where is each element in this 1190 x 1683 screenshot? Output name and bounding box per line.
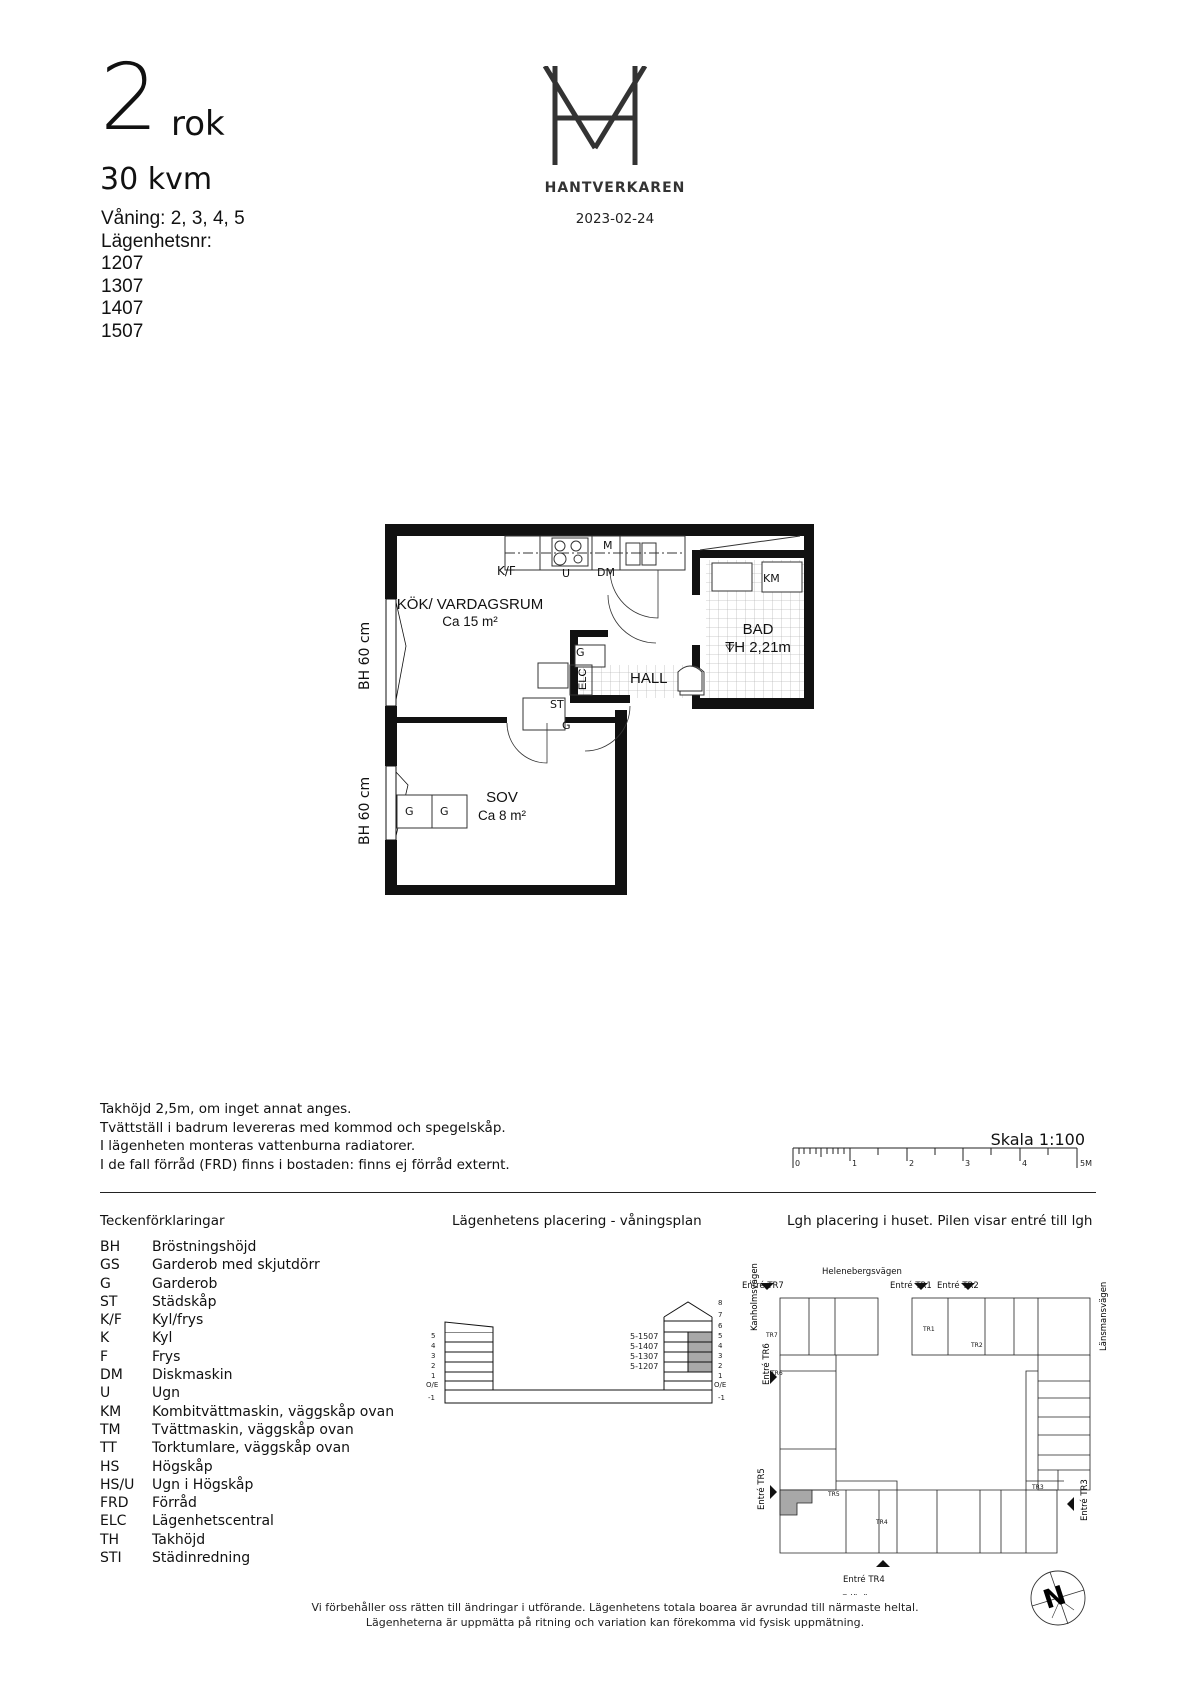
disclaimer-line: Lägenheterna är uppmätta på ritning och variation kan förekomma vid fysisk uppmätning. — [365, 1616, 865, 1629]
legend-item — [100, 1293, 394, 1311]
svg-text:-1: -1 — [718, 1394, 725, 1402]
legend-desc: Kombitvättmaskin, väggskåp ovan — [152, 1403, 395, 1420]
legend-code: STI — [100, 1550, 122, 1567]
svg-text:3: 3 — [965, 1159, 971, 1168]
legend-code: U — [100, 1385, 111, 1402]
legend-desc: Diskmaskin — [152, 1367, 233, 1384]
legend-desc: Ugn i Högskåp — [152, 1476, 254, 1493]
svg-text:TR4: TR4 — [876, 1519, 888, 1526]
svg-text:Entré TR7: Entré TR7 — [742, 1281, 784, 1291]
svg-text:Helenebergsvägen: Helenebergsvägen — [822, 1267, 902, 1277]
svg-text:Entré TR6: Entré TR6 — [762, 1343, 772, 1385]
svg-text:M: M — [603, 539, 613, 552]
legend-item — [100, 1494, 394, 1512]
apartment-info — [101, 208, 245, 343]
svg-text:TR3: TR3 — [1032, 1484, 1044, 1491]
svg-text:O/E: O/E — [714, 1381, 727, 1389]
svg-text:5-1507: 5-1507 — [630, 1332, 659, 1341]
kf-label: K/F — [497, 564, 516, 578]
north-compass-icon — [1030, 1570, 1090, 1630]
legend-desc: Städinredning — [152, 1550, 251, 1567]
svg-text:0: 0 — [795, 1159, 801, 1168]
svg-text:G: G — [562, 719, 571, 732]
apartment-number: 1207 — [101, 253, 144, 274]
svg-text:TR5: TR5 — [828, 1491, 840, 1498]
svg-text:TR2: TR2 — [971, 1342, 983, 1349]
svg-text:Kanholmsvägen: Kanholmsvägen — [750, 1263, 760, 1331]
svg-text:5-1207: 5-1207 — [630, 1362, 659, 1371]
legend-code: GS — [100, 1257, 120, 1274]
legend-desc: Kyl — [152, 1330, 173, 1347]
legend-desc: Frys — [152, 1348, 181, 1365]
legend-code: DM — [100, 1367, 123, 1384]
svg-text:5M: 5M — [1080, 1159, 1092, 1168]
svg-text:4: 4 — [718, 1342, 723, 1350]
apartment-number: 1307 — [101, 275, 144, 297]
room-area: TH 2,21m — [725, 639, 791, 656]
legend-code: TH — [100, 1531, 120, 1548]
legend-item — [100, 1476, 394, 1494]
svg-text:Entré TR1: Entré TR1 — [890, 1281, 932, 1291]
legend-item — [100, 1549, 394, 1567]
svg-text:-1: -1 — [428, 1394, 435, 1402]
svg-text:TR1: TR1 — [923, 1326, 935, 1333]
svg-text:TR6: TR6 — [771, 1370, 783, 1377]
note: Tvättställ i badrum levereras med kommod och spegelskåp. — [100, 1119, 506, 1136]
legend-code: TM — [100, 1421, 121, 1438]
svg-text:Länsmansvägen: Länsmansvägen — [1099, 1281, 1109, 1351]
svg-text:Entré TR3: Entré TR3 — [1080, 1479, 1090, 1521]
floors-label: Våning: 2, 3, 4, 5 — [101, 208, 245, 229]
hantverkaren-logo-icon — [540, 66, 650, 166]
svg-text:TR7: TR7 — [766, 1332, 778, 1339]
site-plan — [740, 1245, 1120, 1595]
legend-desc: Garderob — [152, 1275, 218, 1292]
svg-text:2: 2 — [718, 1362, 723, 1370]
room-name: BAD — [742, 621, 774, 638]
brand-name: HANTVERKAREN — [544, 180, 686, 196]
note: I lägenheten monteras vattenburna radiatorer. — [100, 1138, 416, 1154]
legend-item — [100, 1329, 394, 1347]
legend-item — [100, 1403, 394, 1421]
floor-plan — [340, 510, 840, 900]
legend-desc: Bröstningshöjd — [152, 1239, 257, 1255]
svg-text:1: 1 — [431, 1372, 436, 1380]
legend-desc: Ugn — [152, 1385, 181, 1402]
legend-desc: Tvättmaskin, väggskåp ovan — [152, 1421, 354, 1438]
svg-text:4: 4 — [1022, 1159, 1028, 1168]
room-bedroom — [447, 789, 557, 825]
svg-text:ELC: ELC — [577, 668, 589, 690]
room-count: 2 — [100, 44, 159, 151]
svg-text:5: 5 — [718, 1332, 723, 1340]
svg-text:KM: KM — [763, 572, 780, 585]
svg-text:3: 3 — [718, 1352, 723, 1360]
svg-text:5: 5 — [431, 1332, 436, 1340]
scale-label: Skala 1:100 — [990, 1130, 1085, 1149]
svg-text:N: N — [1039, 1580, 1070, 1616]
svg-text:U: U — [562, 567, 571, 580]
legend-item — [100, 1384, 394, 1402]
legend-item — [100, 1439, 394, 1457]
room-count-unit: rok — [171, 104, 225, 144]
svg-text:G: G — [405, 805, 414, 818]
legend-code: BH — [100, 1239, 121, 1255]
room-area: Ca 15 m² — [442, 614, 498, 629]
apartment-number: 1507 — [101, 320, 144, 342]
legend-desc: Städskåp — [152, 1293, 217, 1310]
legend-item — [100, 1512, 394, 1530]
legend-item — [100, 1348, 394, 1366]
legend-code: TT — [100, 1440, 117, 1457]
room-bath — [713, 621, 803, 657]
note: I de fall förråd (FRD) finns i bostaden: finns ej förråd externt. — [100, 1156, 510, 1173]
legend-item — [100, 1238, 394, 1256]
disclaimer-line: Vi förbehåller oss rätten till ändringar i utförande. Lägenhetens totala boarea är avrundad till närmaste heltal. — [311, 1601, 919, 1614]
legend-code: FRD — [100, 1495, 129, 1512]
site-plan-title: Lgh placering i huset. Pilen visar entré till lgh — [787, 1213, 1093, 1229]
legend-desc: Takhöjd — [152, 1531, 206, 1548]
notes — [100, 1100, 510, 1174]
svg-text:Entré TR5: Entré TR5 — [757, 1468, 767, 1510]
svg-text:6: 6 — [718, 1322, 723, 1330]
room-hall: HALL — [630, 670, 668, 687]
svg-text:G: G — [576, 646, 585, 659]
disclaimer — [290, 1600, 940, 1630]
svg-text:5-1307: 5-1307 — [630, 1352, 659, 1361]
svg-text:Entré TR2: Entré TR2 — [937, 1281, 979, 1291]
svg-text:G: G — [440, 805, 449, 818]
legend-code: ELC — [100, 1513, 127, 1530]
apartment-area: 30 kvm — [100, 162, 213, 197]
legend-desc: Lägenhetscentral — [152, 1513, 274, 1530]
note: Takhöjd 2,5m, om inget annat anges. — [100, 1101, 352, 1117]
legend-item — [100, 1366, 394, 1384]
legend-item — [100, 1421, 394, 1439]
apartment-number: 1407 — [101, 298, 144, 319]
legend-code: G — [100, 1275, 111, 1292]
svg-text:8: 8 — [718, 1300, 723, 1307]
svg-text:5-1407: 5-1407 — [630, 1342, 659, 1351]
svg-text:DM: DM — [597, 566, 615, 579]
legend-desc: Torktumlare, väggskåp ovan — [152, 1440, 351, 1457]
svg-text:1: 1 — [852, 1159, 858, 1168]
room-area: Ca 8 m² — [477, 808, 526, 823]
section-plan — [425, 1300, 740, 1415]
legend-code: HS — [100, 1458, 120, 1475]
svg-text:Entré TR4: Entré TR4 — [843, 1575, 885, 1585]
legend-code: F — [100, 1348, 109, 1365]
legend-desc: Kyl/frys — [152, 1312, 204, 1329]
legend-item — [100, 1458, 394, 1476]
legend-item — [100, 1311, 394, 1329]
room-name: KÖK/ VARDAGSRUM — [396, 596, 544, 613]
svg-text:7: 7 — [718, 1311, 723, 1319]
plan-date: 2023-02-24 — [575, 211, 655, 227]
svg-text:ST: ST — [550, 698, 564, 711]
window-height-label: BH 60 cm — [357, 776, 373, 845]
legend-code: KM — [100, 1403, 122, 1420]
svg-text:Edövägen — [842, 1594, 884, 1595]
apartment-no-label: Lägenhetsnr: — [101, 230, 212, 252]
svg-text:1: 1 — [718, 1372, 723, 1380]
svg-text:3: 3 — [431, 1352, 436, 1360]
legend-code: HS/U — [100, 1476, 135, 1493]
svg-text:2: 2 — [431, 1362, 436, 1370]
room-kitchen-living — [395, 596, 545, 630]
window-height-label: BH 60 cm — [357, 621, 373, 690]
svg-text:4: 4 — [431, 1342, 436, 1350]
room-name: SOV — [486, 789, 518, 806]
legend-item — [100, 1256, 394, 1274]
legend-desc: Förråd — [152, 1495, 197, 1512]
divider — [100, 1192, 1096, 1193]
legend-code: ST — [100, 1293, 118, 1310]
svg-text:O/E: O/E — [426, 1381, 439, 1389]
legend-item — [100, 1531, 394, 1549]
scale-bar — [790, 1143, 1100, 1175]
svg-text:2: 2 — [909, 1159, 915, 1168]
legend-desc: Garderob med skjutdörr — [152, 1257, 320, 1274]
legend-title: Teckenförklaringar — [100, 1213, 225, 1229]
legend — [100, 1238, 394, 1567]
legend-desc: Högskåp — [152, 1458, 213, 1475]
section-plan-title: Lägenhetens placering - våningsplan — [452, 1213, 702, 1229]
legend-item — [100, 1275, 394, 1293]
legend-code: K — [100, 1330, 110, 1347]
legend-code: K/F — [100, 1312, 122, 1329]
